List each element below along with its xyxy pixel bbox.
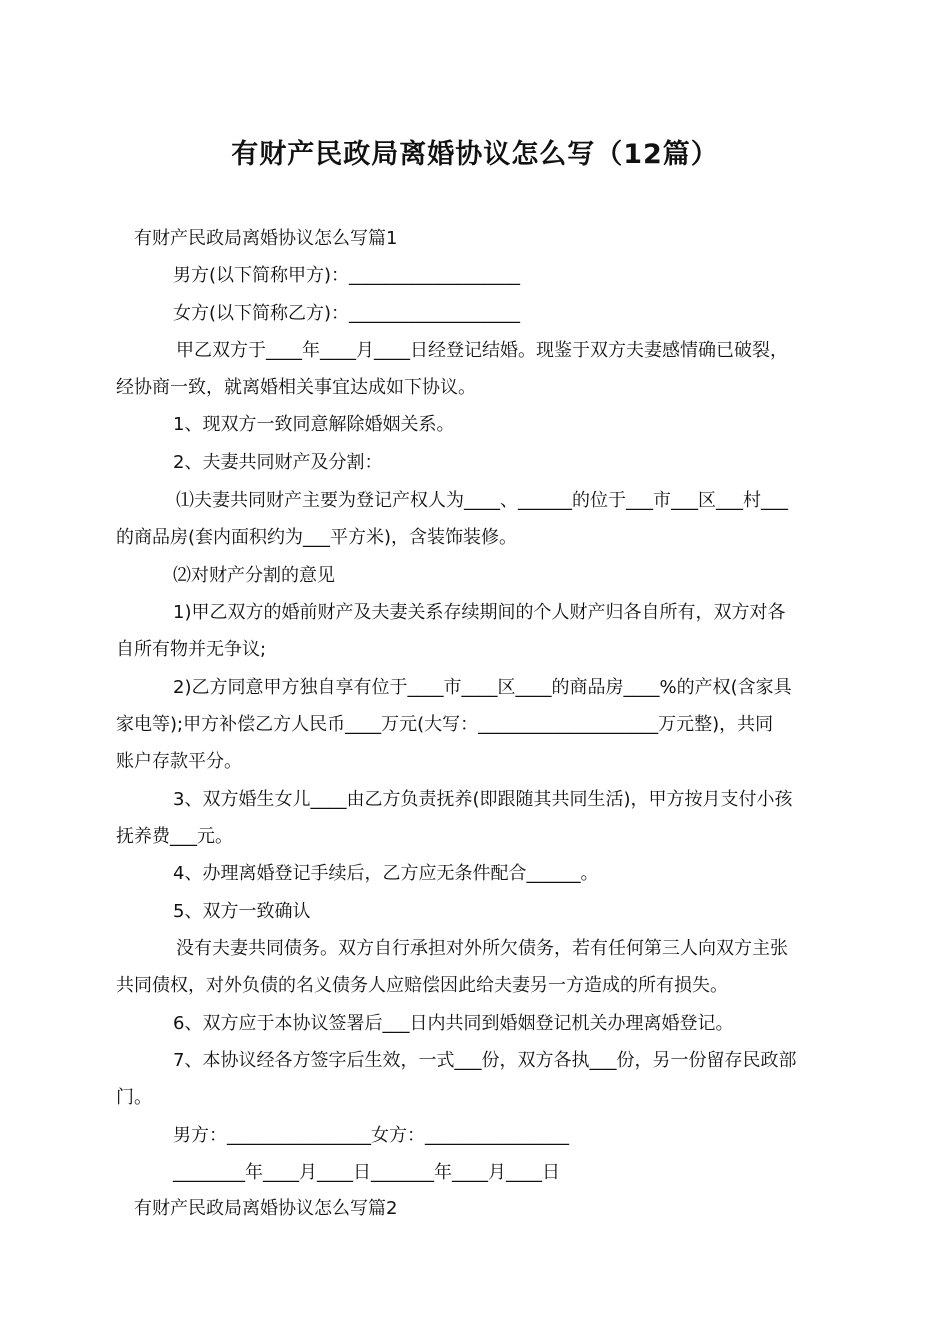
clause-line: 没有夫妻共同债务。双方自行承担对外所欠债务，若有任何第三人向双方主张	[176, 938, 788, 959]
date-line: ________年____月____日_______年____月____日	[173, 1162, 560, 1183]
clause-line: ⑴夫妻共同财产主要为登记产权人为____、______的位于___市___区___村___	[176, 490, 788, 511]
document-title: 有财产民政局离婚协议怎么写（12篇）	[231, 139, 719, 170]
clause-line: 共同债权，对外负债的名义债务人应赔偿因此给夫妻另一方造成的所有损失。	[116, 975, 728, 996]
clause-line: 1)甲乙双方的婚前财产及夫妻关系存续期间的个人财产归各自所有，双方对各	[173, 602, 786, 623]
clause-line: 门。	[116, 1087, 152, 1108]
clause-line: 抚养费___元。	[116, 826, 233, 847]
clause-line: ⑵对财产分割的意见	[173, 565, 335, 586]
party-a-line: 男方(以下简称甲方)：___________________	[173, 265, 521, 286]
paragraph-line: 经协商一致，就离婚相关事宜达成如下协议。	[116, 377, 476, 398]
clause-line: 3、双方婚生女儿____由乙方负责抚养(即跟随其共同生活)，甲方按月支付小孩	[173, 789, 793, 810]
signature-line: 男方：________________女方：________________	[173, 1125, 569, 1146]
clause-line: 的商品房(套内面积约为___平方米)，含装饰装修。	[116, 527, 518, 548]
clause-line: 5、双方一致确认	[173, 901, 311, 922]
section-heading: 有财产民政局离婚协议怎么写篇2	[134, 1198, 398, 1219]
clause-line: 4、办理离婚登记手续后，乙方应无条件配合______。	[173, 863, 599, 884]
section-heading: 有财产民政局离婚协议怎么写篇1	[134, 228, 398, 249]
clause-line: 自所有物并无争议;	[116, 639, 267, 660]
clause-line: 7、本协议经各方签字后生效，一式___份，双方各执___份，另一份留存民政部	[173, 1050, 797, 1071]
clause-line: 2)乙方同意甲方独自享有位于____市____区____的商品房____%的产权(含家具	[173, 677, 792, 698]
paragraph-line: 甲乙双方于____年____月____日经登记结婚。现鉴于双方夫妻感情确已破裂，	[176, 340, 788, 361]
clause-line: 1、现双方一致同意解除婚姻关系。	[173, 414, 455, 435]
clause-line: 6、双方应于本协议签署后___日内共同到婚姻登记机关办理离婚登记。	[173, 1013, 734, 1034]
clause-line: 账户存款平分。	[116, 751, 242, 772]
party-b-line: 女方(以下简称乙方)：___________________	[173, 303, 521, 324]
clause-line: 家电等);甲方补偿乙方人民币____万元(大写：____________________万元整)，共同	[116, 714, 774, 735]
clause-line: 2、夫妻共同财产及分割：	[173, 452, 383, 473]
